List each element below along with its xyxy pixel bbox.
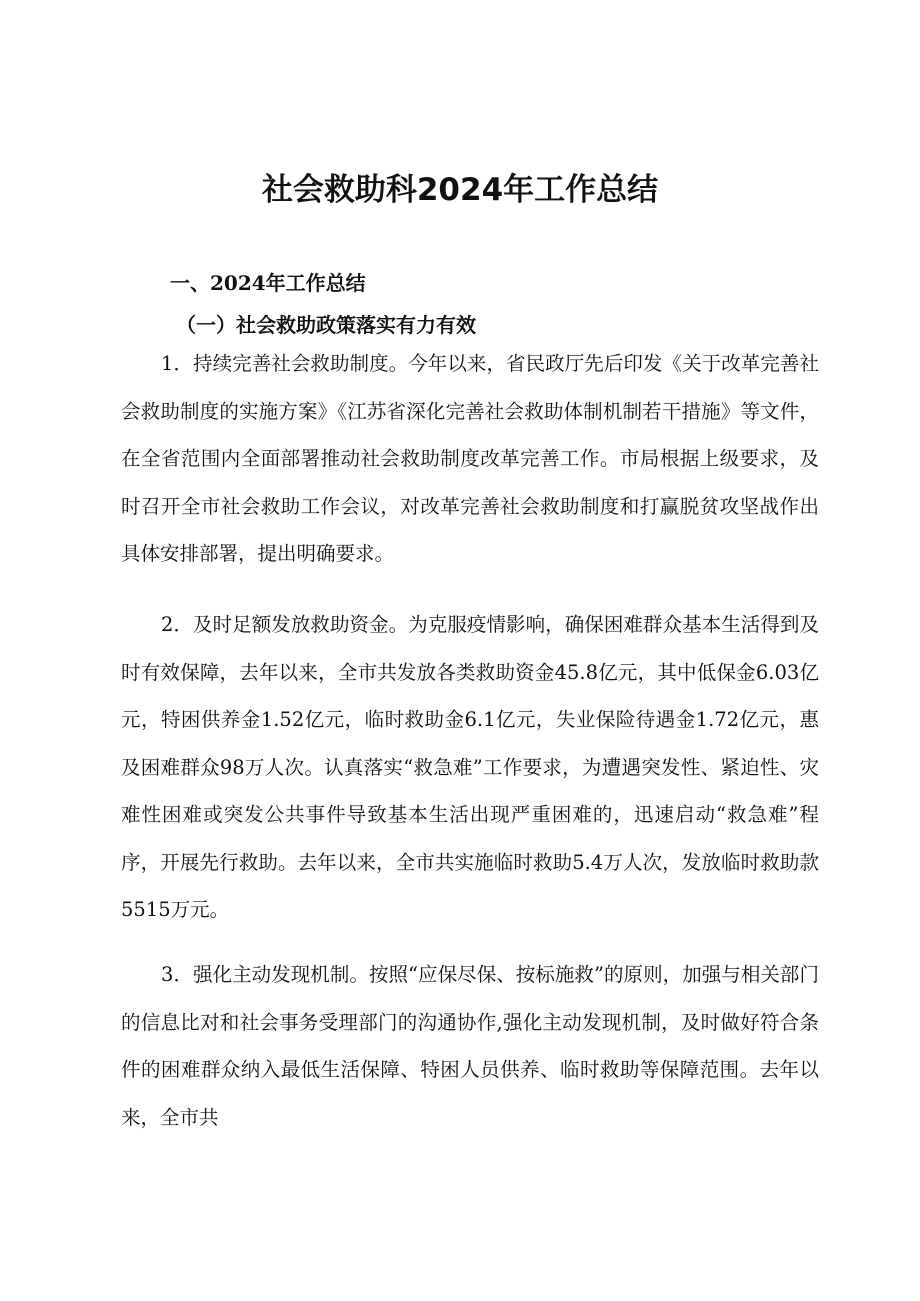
paragraph-3: 3．强化主动发现机制。按照“应保尽保、按标施救”的原则，加强与相关部门的信息比对和社会事务受理部门的沟通协作,强化主动发现机制，及时做好符合条件的困难群众纳入最低生活保障、特困人员供养、临时救助等保障范围。去年以来，全市共 <box>121 963 819 1129</box>
paragraph-1: 1．持续完善社会救助制度。今年以来，省民政厅先后印发《关于改革完善社会救助制度的实施方案》《江苏省深化完善社会救助体制机制若干措施》等文件，在全省范围内全面部署推动社会救助制度改革完善工作。市局根据上级要求，及时召开全市社会救助工作会议，对改革完善社会救助制度和打赢脱贫攻坚战作出具体安排部署，提出明确要求。 <box>121 352 819 565</box>
document-title: 社会救助科2024年工作总结 <box>261 172 659 208</box>
paragraph-2: 2．及时足额发放救助资金。为克服疫情影响，确保困难群众基本生活得到及时有效保障，去年以来，全市共发放各类救助资金45.8亿元，其中低保金6.03亿元，特困供养金1.52亿元，临时救助金6.1亿元，失业保险待遇金1.72亿元，惠及困难群众98万人次。认真落实“救急难”工作要求，为遭遇突发性、紧迫性、灾难性困难或突发公共事件导致基本生活出现严重困难的，迅速启动“救急难”程序，开展先行救助。去年以来，全市共实施临时救助5.4万人次，发放临时救助款5515万元。 <box>121 613 819 921</box>
section-heading: 一、2024年工作总结 <box>170 271 366 295</box>
subsection-heading: （一）社会救助政策落实有力有效 <box>176 313 476 337</box>
